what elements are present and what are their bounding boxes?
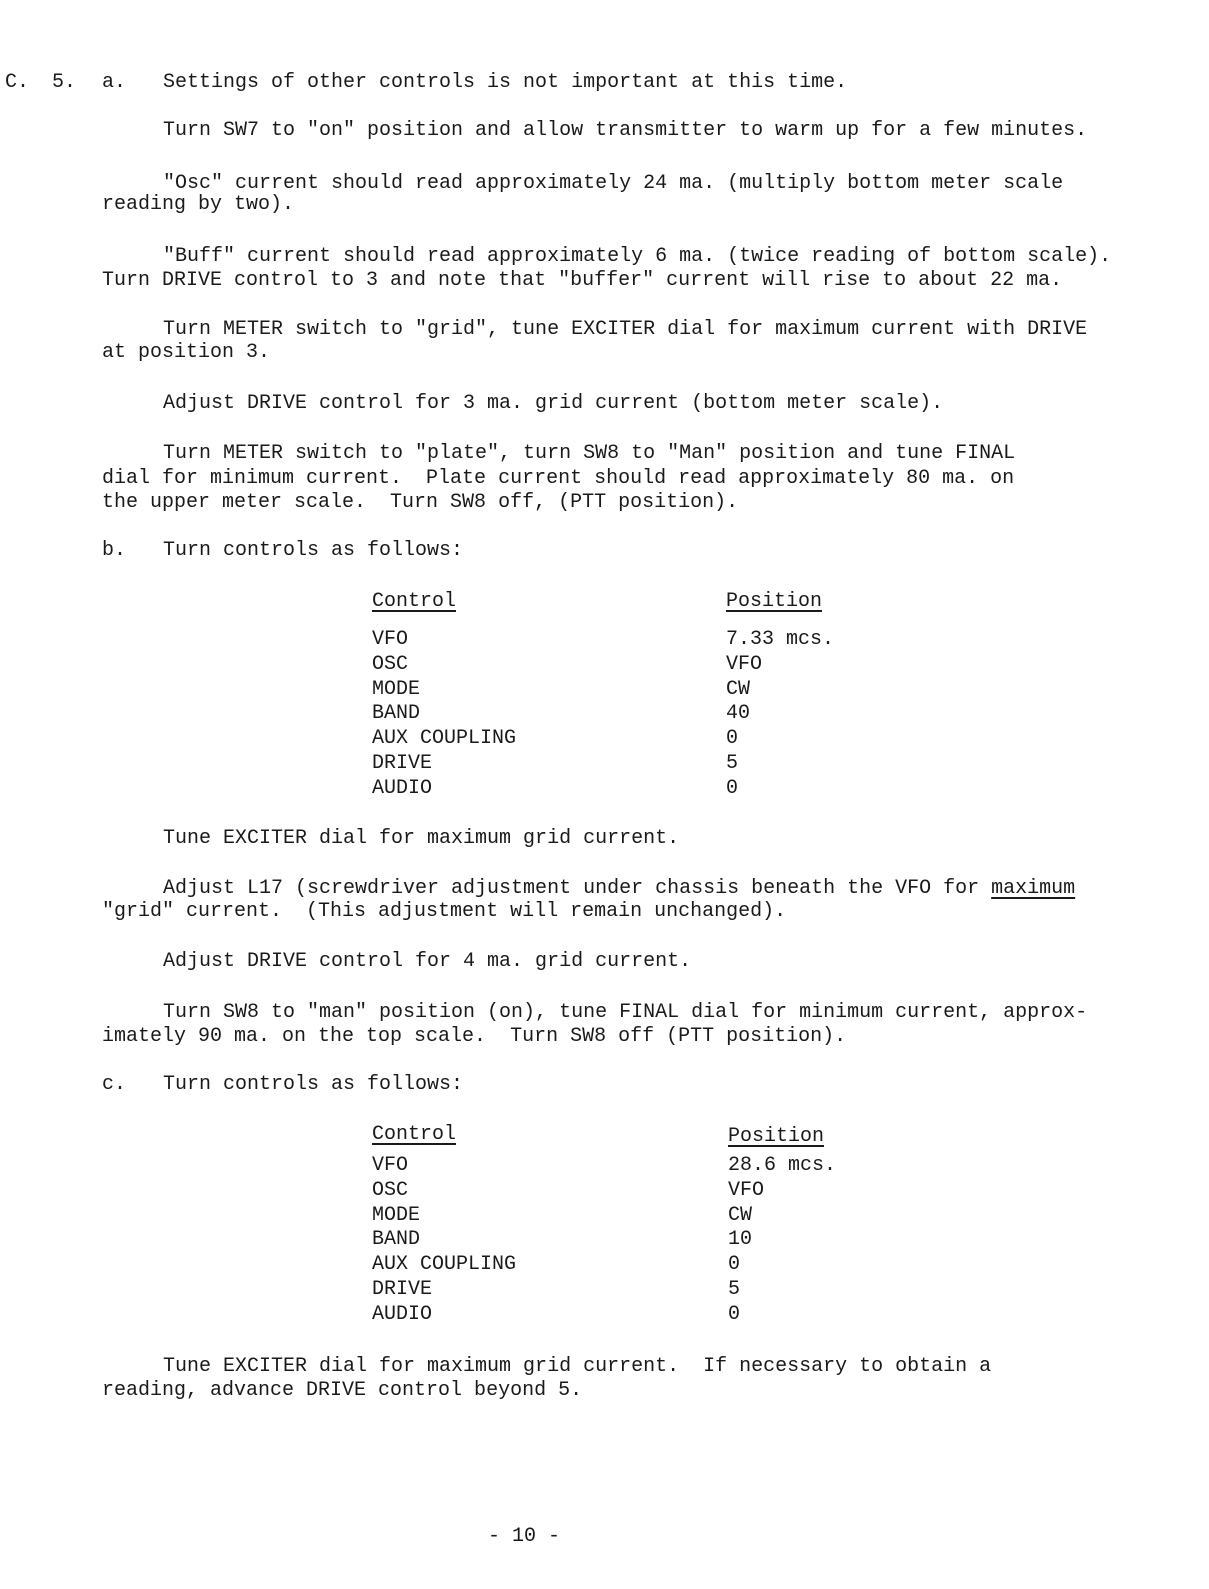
table-cell-control: VFO — [372, 1154, 409, 1177]
table-header-position: Position — [728, 1125, 825, 1148]
table-cell-control: OSC — [372, 1178, 409, 1202]
table-cell-position: 10 — [728, 1228, 753, 1252]
table-cell-control: OSC — [372, 652, 409, 676]
a-p4-line: at position 3. — [102, 341, 271, 364]
table-cell-control: MODE — [372, 1203, 421, 1227]
table-header-position: Position — [726, 590, 823, 613]
table-cell-control: VFO — [372, 628, 409, 651]
table-cell-position: 40 — [726, 702, 751, 726]
table-cell-position: CW — [726, 677, 751, 701]
table-cell-position: 0 — [728, 1253, 741, 1277]
b-p3-line: Adjust DRIVE control for 4 ma. grid current. — [163, 950, 692, 973]
table-cell-position: 7.33 mcs. — [726, 628, 835, 651]
table-cell-control: AUX COUPLING — [372, 727, 517, 751]
table-cell-control: MODE — [372, 677, 421, 701]
c-p1-line: Tune EXCITER dial for maximum grid current. If necessary to obtain a — [163, 1355, 992, 1378]
subsection-b-label: b. — [102, 539, 127, 562]
a-p5-line: Adjust DRIVE control for 3 ma. grid current (bottom meter scale). — [163, 392, 944, 415]
page-number: - 10 - — [488, 1525, 561, 1548]
a-p6-line: dial for minimum current. Plate current should read approximately 80 ma. on — [102, 467, 1015, 490]
table-cell-control: AUX COUPLING — [372, 1253, 517, 1277]
a-p3-line: Turn DRIVE control to 3 and note that "buffer" current will rise to about 22 ma. — [102, 269, 1063, 292]
subsection-a-label: a. — [102, 71, 127, 94]
table-cell-position: 0 — [726, 727, 739, 751]
a-p2-line: reading by two). — [102, 193, 295, 216]
table-cell-position: 5 — [726, 752, 739, 775]
b-p2-line — [163, 877, 1075, 901]
table-cell-position: 0 — [726, 776, 739, 800]
a-p1-line: Turn SW7 to "on" position and allow transmitter to warm up for a few minutes. — [163, 119, 1088, 142]
section-number: 5. — [52, 71, 77, 94]
a-intro: Settings of other controls is not important at this time. — [163, 71, 848, 94]
table-cell-control: AUDIO — [372, 776, 433, 800]
table-cell-control: DRIVE — [372, 752, 433, 775]
b-intro: Turn controls as follows: — [163, 539, 464, 562]
subsection-c-label: c. — [102, 1073, 127, 1096]
table-header-control: Control — [372, 1123, 457, 1146]
table-cell-control: AUDIO — [372, 1302, 433, 1326]
b-p2-underlined: maximum — [991, 877, 1076, 900]
table-cell-position: VFO — [726, 652, 763, 676]
c-intro: Turn controls as follows: — [163, 1073, 464, 1096]
table-cell-position: 0 — [728, 1302, 741, 1326]
table-cell-position: VFO — [728, 1178, 765, 1202]
b-p1-line: Tune EXCITER dial for maximum grid current. — [163, 827, 680, 850]
table-header-control: Control — [372, 590, 457, 613]
b-p4-line: Turn SW8 to "man" position (on), tune FINAL dial for minimum current, approx- — [163, 1001, 1088, 1024]
table-cell-position: 5 — [728, 1278, 741, 1301]
table-cell-control: BAND — [372, 702, 421, 726]
table-cell-control: BAND — [372, 1228, 421, 1252]
a-p3-line: "Buff" current should read approximately 6 ma. (twice reading of bottom scale). — [163, 245, 1112, 268]
a-p4-line: Turn METER switch to "grid", tune EXCITER dial for maximum current with DRIVE — [163, 318, 1088, 341]
b-p4-line: imately 90 ma. on the top scale. Turn SW8 off (PTT position). — [102, 1025, 847, 1048]
table-cell-position: 28.6 mcs. — [728, 1154, 837, 1177]
a-p6-line: the upper meter scale. Turn SW8 off, (PTT position). — [102, 491, 739, 514]
a-p2-line: "Osc" current should read approximately 24 ma. (multiply bottom meter scale — [163, 172, 1064, 195]
table-cell-control: DRIVE — [372, 1278, 433, 1301]
b-p2-text: Adjust L17 (screwdriver adjustment under chassis beneath the VFO for — [163, 877, 992, 900]
table-cell-position: CW — [728, 1203, 753, 1227]
b-p2-line: "grid" current. (This adjustment will remain unchanged). — [102, 900, 787, 923]
a-p6-line: Turn METER switch to "plate", turn SW8 to "Man" position and tune FINAL — [163, 442, 1016, 465]
c-p1-line: reading, advance DRIVE control beyond 5. — [102, 1379, 583, 1402]
section-letter: C. — [5, 71, 30, 94]
